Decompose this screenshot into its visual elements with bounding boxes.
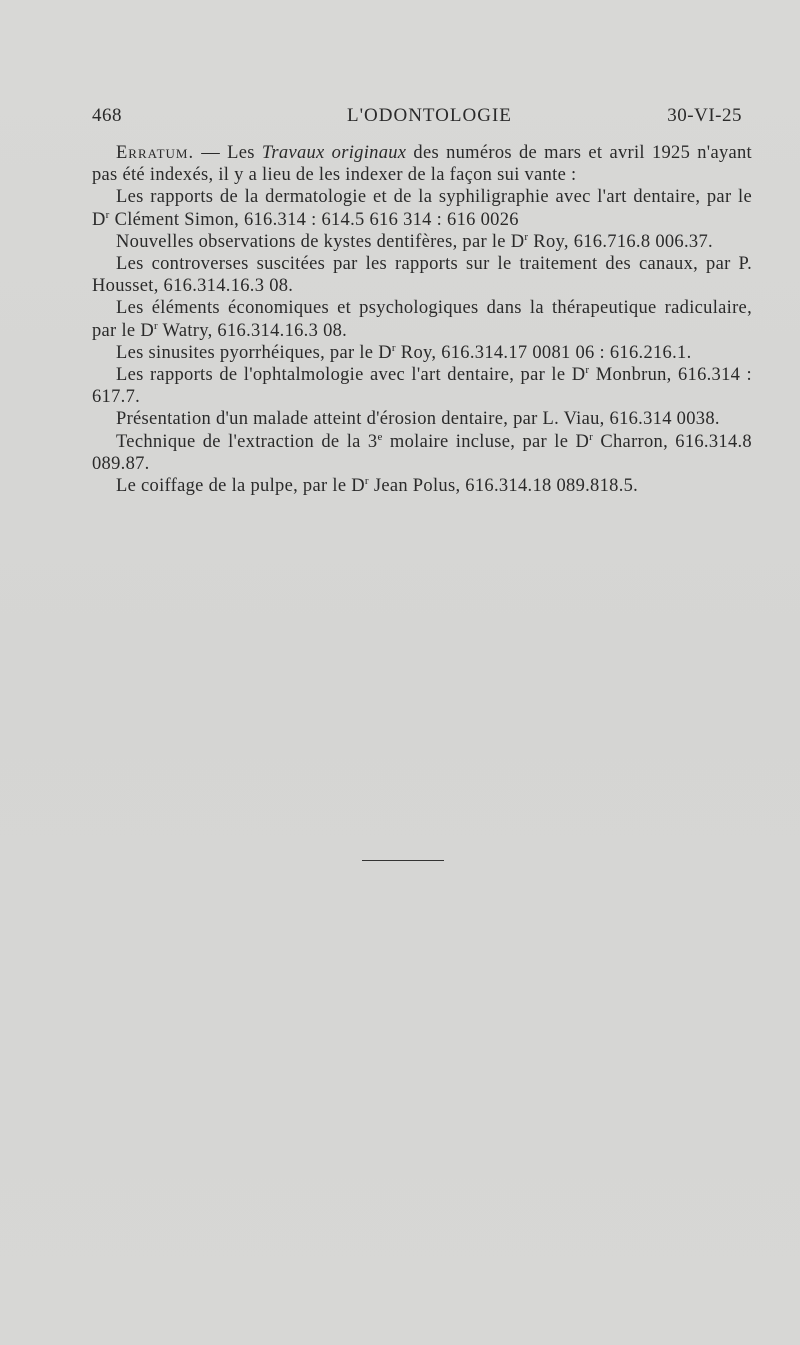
entry-text: Watry, 616.314.16.3 08. bbox=[157, 320, 348, 341]
entry bbox=[92, 431, 752, 475]
entry bbox=[92, 408, 752, 430]
entry-sup: r bbox=[585, 363, 590, 376]
entry bbox=[92, 475, 752, 497]
erratum-label: Erratum. bbox=[116, 143, 195, 163]
entry-sup: r bbox=[524, 230, 529, 243]
entry bbox=[92, 364, 752, 408]
entry-text: Clément Simon, 616.314 : 614.5 616 314 : 616 0026 bbox=[109, 209, 519, 230]
erratum-rest: des numéros de mars et avril 1925 n'ayant pas été indexés, il y a lieu de les indexer de la façon sui vante : bbox=[92, 143, 753, 186]
erratum-italic: Travaux originaux bbox=[261, 143, 407, 163]
entry-text: Nouvelles observations de kystes dentifères, par le D bbox=[116, 231, 525, 252]
entry bbox=[92, 186, 752, 230]
issue-date: 30-VI-25 bbox=[667, 105, 742, 126]
entry-text: Technique de l'extraction de la 3 bbox=[116, 431, 378, 452]
entry-sup: r bbox=[589, 430, 594, 443]
entry-text: Les rapports de l'ophtalmologie avec l'art dentaire, par le D bbox=[116, 365, 586, 386]
entry-text: Les rapports de la dermatologie et de la syphiligraphie avec l'art dentaire, par le D bbox=[92, 187, 752, 230]
entry-sup: r bbox=[105, 208, 110, 221]
entry-text: Roy, 616.314.17 0081 06 : 616.216.1. bbox=[395, 342, 692, 363]
running-header bbox=[92, 105, 742, 133]
entry bbox=[92, 231, 752, 253]
entry bbox=[92, 253, 752, 297]
entry bbox=[92, 297, 752, 341]
end-rule bbox=[362, 860, 444, 861]
entry-text: Les sinusites pyorrhéiques, par le D bbox=[116, 342, 392, 363]
entry bbox=[92, 342, 752, 364]
entry-text: Charron, 616.314.8 089.87. bbox=[92, 431, 752, 474]
entry-sup: e bbox=[377, 430, 383, 443]
entry-text: Monbrun, 616.314 : 617.7. bbox=[92, 365, 752, 408]
entry-text: Présentation d'un malade atteint d'érosion dentaire, par L. Viau, 616.314 0038. bbox=[116, 409, 720, 430]
entry-text: Jean Polus, 616.314.18 089.818.5. bbox=[368, 476, 639, 497]
page-number: 468 bbox=[92, 105, 122, 126]
entry-text: molaire incluse, par le D bbox=[382, 431, 590, 452]
entry-text: Les controverses suscitées par les rapports sur le traitement des canaux, par P. Housset, 616.314.16.3 08. bbox=[92, 254, 752, 297]
entry-text: Les éléments économiques et psychologiques dans la thérapeutique radiculaire, par le D bbox=[92, 298, 752, 341]
erratum-section bbox=[92, 142, 752, 497]
entry-sup: r bbox=[364, 474, 369, 487]
entry-text: Le coiffage de la pulpe, par le D bbox=[116, 476, 365, 497]
entry-text: Roy, 616.716.8 006.37. bbox=[528, 231, 713, 252]
entry-sup: r bbox=[391, 341, 396, 354]
erratum-dash: — Les bbox=[194, 143, 262, 163]
entry-sup: r bbox=[153, 319, 158, 332]
erratum-paragraph bbox=[92, 142, 752, 186]
journal-title: L'ODONTOLOGIE bbox=[347, 105, 512, 126]
